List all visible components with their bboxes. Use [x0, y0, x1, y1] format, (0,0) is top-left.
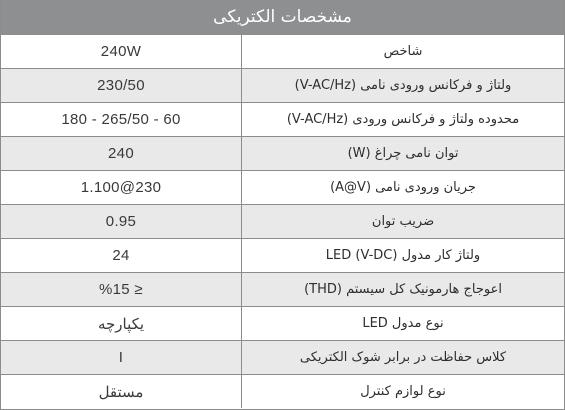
row-label: ضریب توان [371, 214, 435, 229]
table-title: مشخصات الکتریکی [1, 0, 564, 34]
row-value: یکپارچه [1, 307, 242, 340]
table-row [1, 34, 564, 68]
table-row [1, 68, 564, 102]
row-label: جریان ورودی نامی (A@V) [330, 180, 476, 195]
table-row [1, 340, 564, 374]
row-label: ولتاژ و فرکانس ورودی نامی (V-AC/Hz) [294, 78, 512, 93]
row-value: 0.95 [1, 205, 242, 238]
row-label: کلاس حفاظت در برابر شوک الکتریکی [299, 350, 507, 365]
table-row [1, 136, 564, 170]
row-value: I [1, 341, 242, 374]
row-value: مستقل [1, 375, 242, 408]
table-row [1, 170, 564, 204]
row-value: 180 - 265/50 - 60 [1, 103, 242, 136]
row-value: 240W [1, 35, 242, 68]
row-label: توان نامی چراغ (W) [347, 146, 459, 161]
table-row [1, 102, 564, 136]
row-value: 24 [1, 239, 242, 272]
table-row [1, 272, 564, 306]
table-row [1, 374, 564, 408]
table-row [1, 238, 564, 272]
row-label: نوع مدول LED [362, 316, 444, 331]
row-value: %15 ≥ [1, 273, 242, 306]
row-label: محدوده ولتاژ و فرکانس ورودی (V-AC/Hz) [286, 112, 520, 127]
row-label: اعوجاج هارمونیک کل سیستم (THD) [304, 282, 502, 297]
table-row [1, 306, 564, 340]
row-value: 240 [1, 137, 242, 170]
row-value: 1.100@230 [1, 171, 242, 204]
row-value: 230/50 [1, 69, 242, 102]
row-label: نوع لوازم کنترل [360, 384, 446, 399]
row-label: شاخص [383, 44, 423, 59]
row-label: ولتاژ کار مدول LED (V-DC) [325, 248, 481, 263]
table-row [1, 204, 564, 238]
